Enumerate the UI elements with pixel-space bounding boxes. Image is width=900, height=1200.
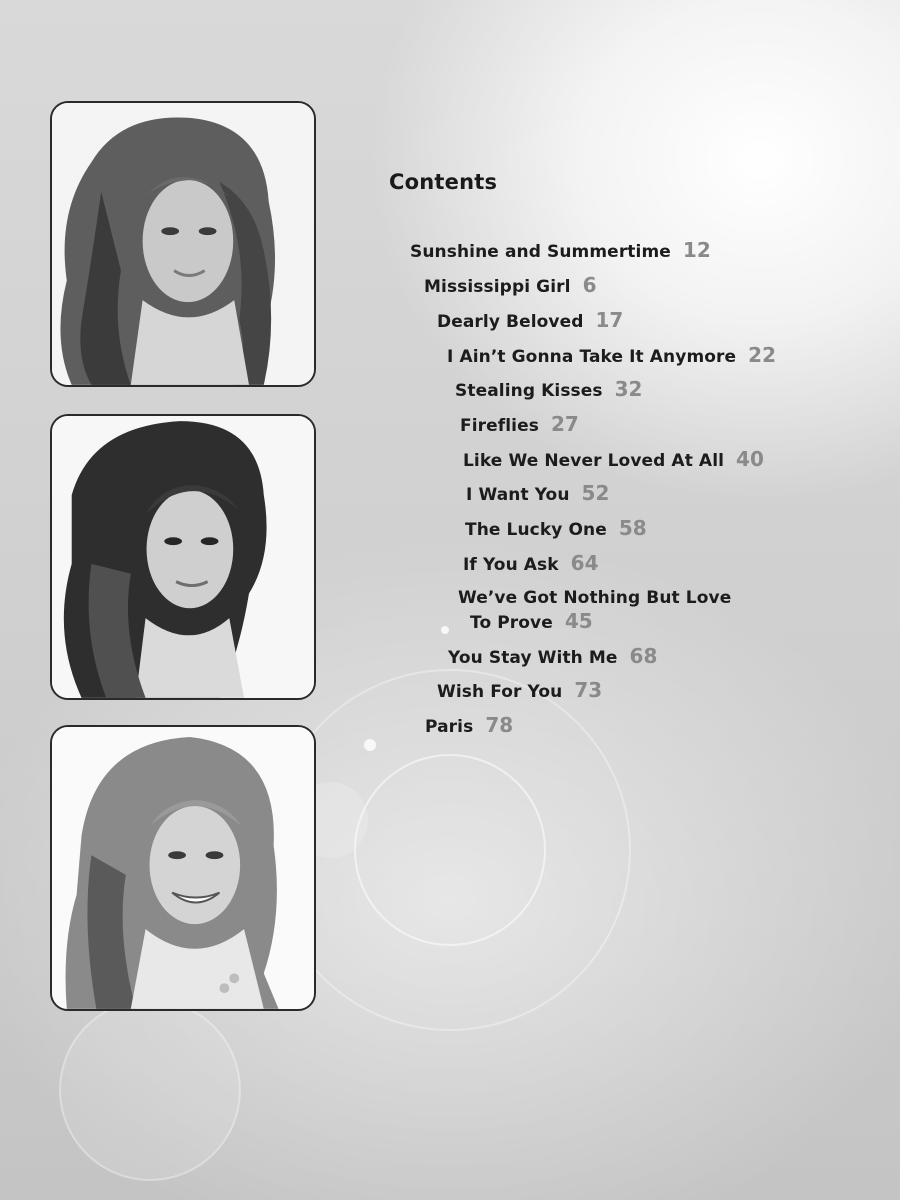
- toc-entry-page: 22: [748, 343, 776, 367]
- toc-entry-title: Paris: [425, 717, 474, 737]
- portrait-image-3: [52, 727, 314, 1009]
- toc-entry: [458, 587, 731, 635]
- toc-entry-page: 17: [595, 308, 624, 332]
- toc-entry-title: Dearly Beloved: [437, 312, 584, 332]
- toc-entry-title: I Want You: [466, 485, 570, 505]
- toc-entry-page: 40: [736, 447, 764, 471]
- toc-entry-page: 45: [564, 609, 593, 633]
- toc-entry: [424, 273, 596, 297]
- contents-heading: Contents: [389, 170, 498, 194]
- toc-entry-title: Fireflies: [460, 416, 539, 436]
- toc-entry-title: If You Ask: [463, 555, 559, 575]
- portrait-photo-1: [50, 101, 316, 387]
- portrait-image-2: [52, 416, 314, 698]
- toc-entry: [460, 412, 579, 436]
- toc-entry-title: Sunshine and Summertime: [410, 242, 671, 262]
- toc-entry-title: Mississippi Girl: [424, 277, 571, 297]
- toc-entry: [466, 481, 609, 505]
- toc-entry-page: 6: [582, 273, 597, 297]
- toc-entry-page: 64: [570, 551, 599, 575]
- toc-entry: [455, 377, 642, 401]
- toc-entry: [447, 343, 776, 367]
- toc-entry-page: 27: [550, 412, 579, 436]
- toc-entry-title-line2-row: [458, 610, 731, 635]
- toc-entry-page: 68: [629, 644, 658, 668]
- portrait-photo-2: [50, 414, 316, 700]
- toc-entry: [448, 644, 657, 668]
- toc-entry: [465, 516, 647, 540]
- portrait-photo-3: [50, 725, 316, 1011]
- portrait-image-1: [52, 103, 314, 385]
- toc-entry: [410, 238, 711, 262]
- toc-entry-title-line2: To Prove: [470, 613, 553, 633]
- toc-entry-page: 58: [618, 516, 647, 540]
- toc-entry-title: I Ain’t Gonna Take It Anymore: [447, 347, 737, 367]
- toc-entry-page: 52: [581, 481, 610, 505]
- toc-entry-title: Stealing Kisses: [455, 381, 603, 401]
- toc-entry-page: 12: [682, 238, 711, 262]
- toc-entry-title-line1: We’ve Got Nothing But Love: [458, 588, 732, 608]
- toc-entry-page: 73: [574, 678, 603, 702]
- toc-entry: [437, 308, 623, 332]
- toc-entry-title: You Stay With Me: [448, 648, 618, 668]
- toc-entry: [463, 447, 764, 471]
- toc-entry-page: 78: [485, 713, 514, 737]
- toc-entry-title: The Lucky One: [465, 520, 607, 540]
- toc-entry-title: Wish For You: [437, 682, 563, 702]
- toc-entry-title: Like We Never Loved At All: [463, 451, 725, 471]
- toc-entry: [425, 713, 513, 737]
- toc-entry: [437, 678, 602, 702]
- toc-entry: [463, 551, 599, 575]
- toc-entry-page: 32: [614, 377, 643, 401]
